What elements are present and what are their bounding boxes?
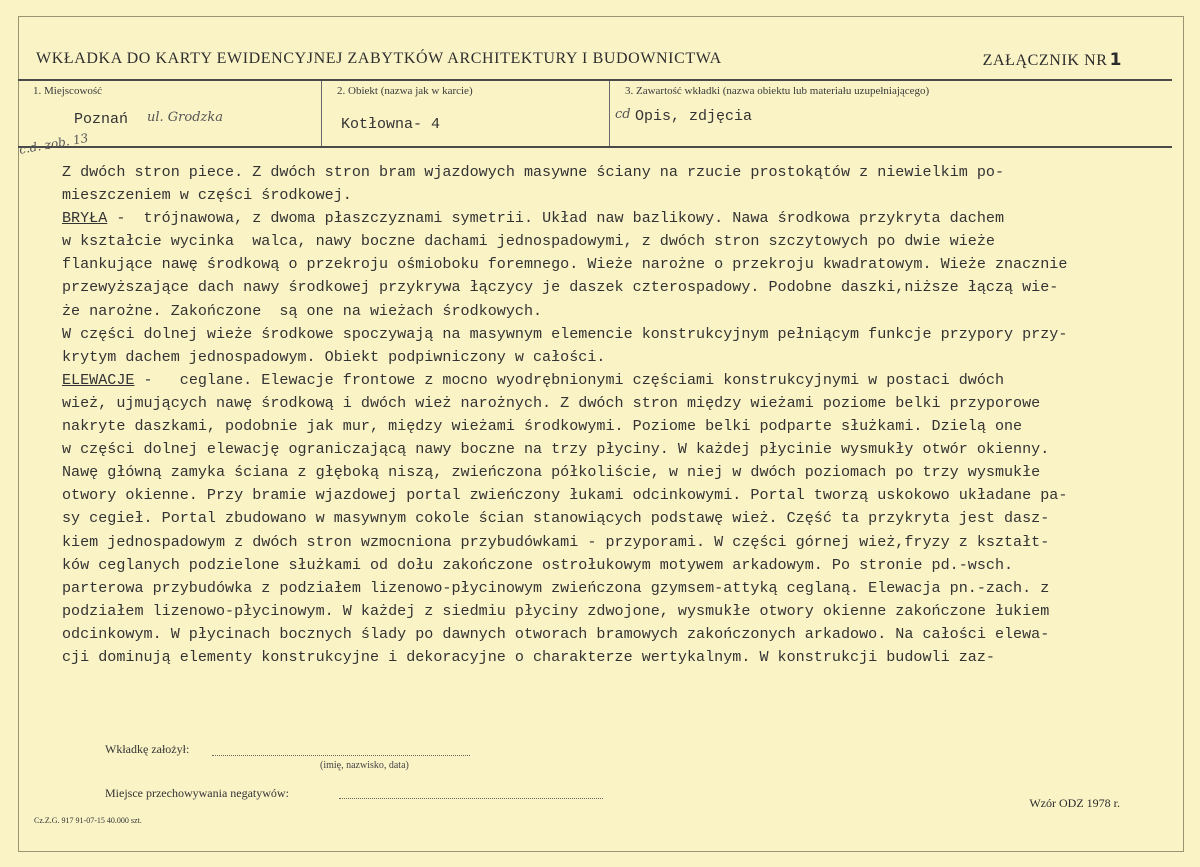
text-line-content: - ceglane. Elewacje frontowe z mocno wyodrębnionymi częściami konstrukcyjnymi w postaci dwóch [134, 370, 1005, 389]
text-line: Nawę główną zamyka ściana z głęboką niszą, zwieńczona półkoliście, w niej w dwóch poziomach po trzy wysmukłe [62, 463, 1041, 482]
description-text [62, 161, 1172, 669]
field-object-value: Kotłowna- 4 [341, 116, 441, 133]
text-line: że narożne. Zakończone są one na wieżach środkowych. [62, 301, 543, 320]
text-line: Z dwóch stron piece. Z dwóch stron bram wjazdowych masywne ściany na rzucie prostokątów z niewielkim po- [62, 163, 1005, 181]
text-line: mieszczeniem w części środkowej. [62, 186, 352, 205]
margin-handwritten-note: c.d. zob. 13 [18, 130, 90, 157]
form-template-label: Wzór ODZ 1978 r. [1029, 796, 1120, 810]
placed-by-line [212, 755, 470, 756]
text-line-content: - trójnawowa, z dwoma płaszczyznami symetrii. Układ naw bazlikowy. Nawa środkowa przykryta dachem [107, 209, 1005, 228]
text-line: W części dolnej wieże środkowe spoczywają na masywnym elemencie konstrukcyjnym pełniącym funkcje przypory przy- [62, 324, 1068, 343]
text-line: otwory okienne. Przy bramie wjazdowej portal zwieńczony łukami odcinkowymi. Portal tworzą uskokowo układane pa- [62, 486, 1068, 505]
text-line: ków ceglanych podzielone służkami od dołu zakończone ostrołukowym motywem arkadowym. Po stronie pd.-wsch. [62, 555, 1014, 574]
field-object [321, 81, 609, 146]
text-line: podziałem lizenowo-płycinowym. W każdej z siedmiu płyciny zdwojone, wysmukłe otwory okienne zakończone łukiem [62, 601, 1050, 620]
section-heading-bryla: BRYŁA [62, 209, 108, 228]
text-line: w kształcie wycinka walca, nawy boczne dachami jednospadowymi, z dwóch stron szczytowych po dwie wieże [62, 232, 995, 251]
document-title: WKŁADKA DO KARTY EWIDENCYJNEJ ZABYTKÓW ARCHITEKTURY I BUDOWNICTWA [36, 50, 722, 67]
text-line: parterowa przybudówka z podziałem lizenowo-płycinowym zwieńczona gzymsem-attyką ceglaną. Elewacja pn.-zach. z [62, 578, 1050, 597]
text-line: odcinkowym. W płycinach bocznych ślady po dawnych otworach bramowych zakończonych arkadowo. Na całości elewa- [62, 624, 1050, 643]
text-line: sy cegieł. Portal zbudowano w masywnym cokole ścian stanowiących podstawę wież. Część ta przykryta jest dasz- [62, 509, 1050, 528]
field-contents-handwritten-prefix: cd [615, 107, 631, 122]
negatives-location-line [339, 798, 603, 799]
text-line: w części dolnej elewację ograniczającą nawy boczne na trzy płyciny. W każdej płycinie wysmukły otwór okienny. [62, 440, 1050, 459]
field-contents-value: Opis, zdjęcia [635, 108, 753, 125]
print-info: Cz.Z.G. 917 91-07-15 40.000 szt. [34, 816, 142, 825]
attachment-label: ZAŁĄCZNIK NR [982, 52, 1108, 69]
field-object-label: 2. Obiekt (nazwa jak w karcie) [337, 85, 473, 97]
field-contents-label: 3. Zawartość wkładki (nazwa obiektu lub materiału uzupełniającego) [625, 85, 930, 97]
text-line: przewyższające dach nawy środkowej przykrywa łączycy je daszek czterospadowy. Podobne daszki,niższe łączą wie- [62, 278, 1059, 297]
placed-by-sublabel: (imię, nazwisko, data) [320, 760, 409, 771]
section-heading-elewacje: ELEWACJE [62, 370, 135, 389]
text-line: nakryte daszkami, podobnie jak mur, między wieżami środkowymi. Poziome belki podparte służkami. Dzielą one [62, 417, 1023, 436]
text-line: flankujące nawę środkową o przekroju ośmioboku foremnego. Wieże narożne o przekroju kwadratowym. Wieże znacznie [62, 255, 1068, 274]
placed-by-label: Wkładkę założył: [105, 742, 190, 756]
text-line: krytym dachem jednospadowym. Obiekt podpiwniczony w całości. [62, 347, 606, 366]
text-line: wież, ujmujących nawę środkową i dwóch wież narożnych. Z dwóch stron między wieżami poziome belki przyporowe [62, 393, 1041, 412]
text-line [62, 369, 1172, 392]
text-line: cji dominują elementy konstrukcyjne i dekoracyjne o charakterze wertykalnym. W konstrukcji budowli zaz- [62, 647, 995, 666]
text-line [62, 207, 1172, 230]
field-locality-value: Poznań [74, 111, 129, 128]
field-contents [609, 81, 1172, 146]
field-locality-handwritten-note: ul. Grodzka [147, 110, 224, 125]
fields-row [18, 79, 1172, 148]
field-locality-label: 1. Miejscowość [33, 85, 103, 97]
text-line: kiem jednospadowym z dwóch stron wzmocniona przybudówkami - przyporami. W części górnej wież,fryzy z kształt- [62, 532, 1050, 551]
attachment-number-value: 1 [1109, 50, 1122, 70]
negatives-location-label: Miejsce przechowywania negatywów: [105, 786, 289, 800]
attachment-number [983, 50, 1122, 70]
